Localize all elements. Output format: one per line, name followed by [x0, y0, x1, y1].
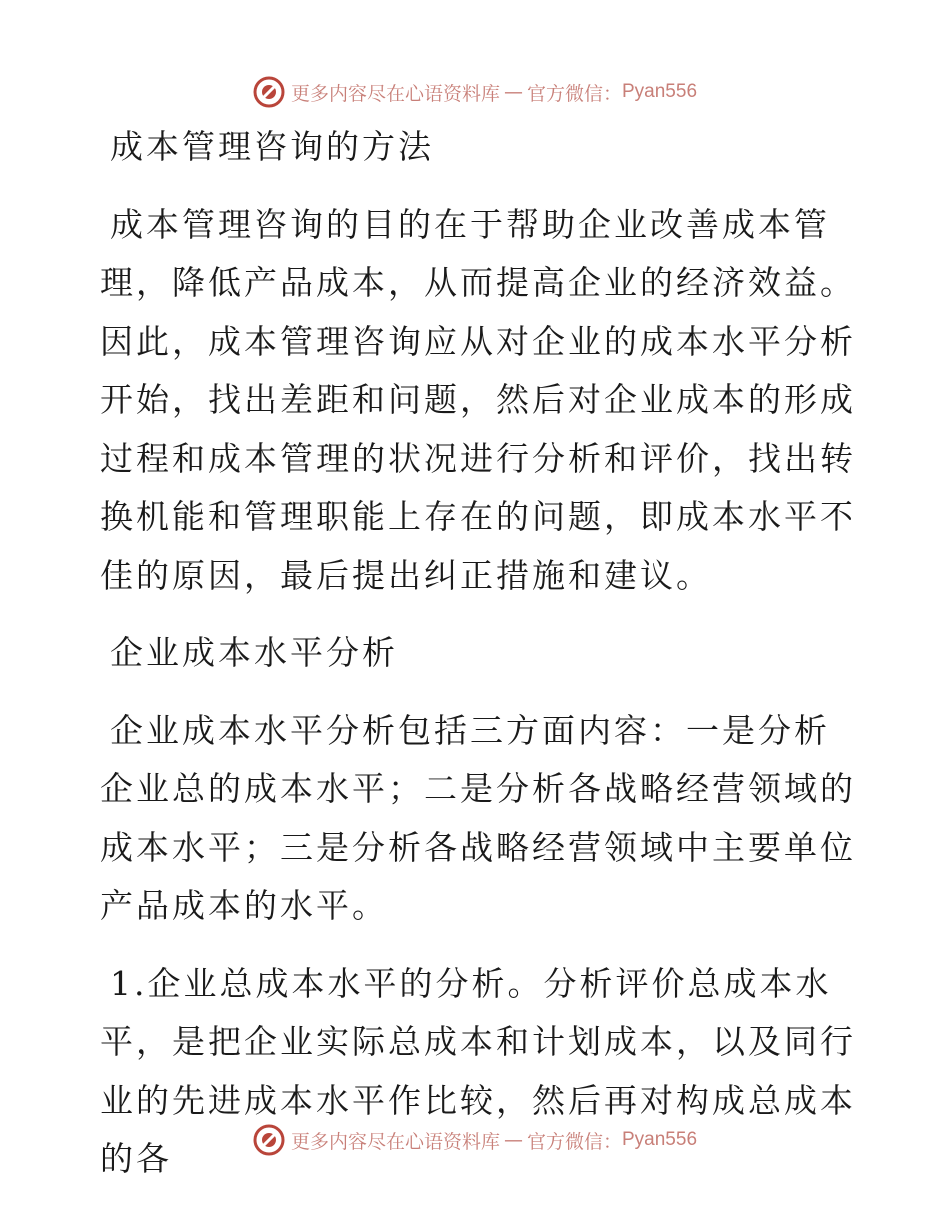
- section2-heading-text: 企业成本水平分析: [110, 633, 398, 672]
- document-body: [100, 118, 860, 1189]
- item1-paragraph-text: 1.企业总成本水平的分析。分析评价总成本水平，是把企业实际总成本和计划成本，以及同行业的先进成本水平作比较，然后再对构成总成本的各: [100, 963, 856, 1178]
- banner-label: 官方微信：: [526, 1130, 622, 1153]
- banner-separator: —: [503, 1129, 523, 1151]
- banner-text: 更多内容尽在心语资料库: [290, 82, 500, 105]
- banner-text: 更多内容尽在心语资料库: [290, 1130, 500, 1153]
- section2-paragraph: [100, 702, 860, 936]
- section1-paragraph-text: 成本管理咨询的目的在于帮助企业改善成本管理，降低产品成本，从而提高企业的经济效益。因此，成本管理咨询应从对企业的成本水平分析开始，找出差距和问题，然后对企业成本的形成过程和成本管理的状况进行分析和评价，找出转换机能和管理职能上存在的问题，即成本水平不佳的原因，最后提出纠正措施和建议。: [100, 204, 856, 595]
- header-watermark-banner: [0, 72, 950, 112]
- seal-logo-icon: [253, 76, 285, 108]
- banner-separator: —: [503, 81, 523, 103]
- section-heading-cost-consulting-methods: [100, 118, 860, 177]
- banner-wechat-id: Pyan556: [622, 1129, 698, 1150]
- section1-heading-text: 成本管理咨询的方法: [110, 127, 434, 166]
- banner-wechat-id: Pyan556: [622, 81, 698, 102]
- section2-paragraph-text: 企业成本水平分析包括三方面内容：一是分析企业总的成本水平；二是分析各战略经营领域的成本水平；三是分析各战略经营领域中主要单位产品成本的水平。: [100, 710, 856, 925]
- section-heading-cost-level-analysis: [100, 624, 860, 683]
- banner-label: 官方微信：: [526, 82, 622, 105]
- seal-logo-icon: [253, 1124, 285, 1156]
- footer-watermark-banner: [0, 1120, 950, 1160]
- section1-paragraph: [100, 196, 860, 606]
